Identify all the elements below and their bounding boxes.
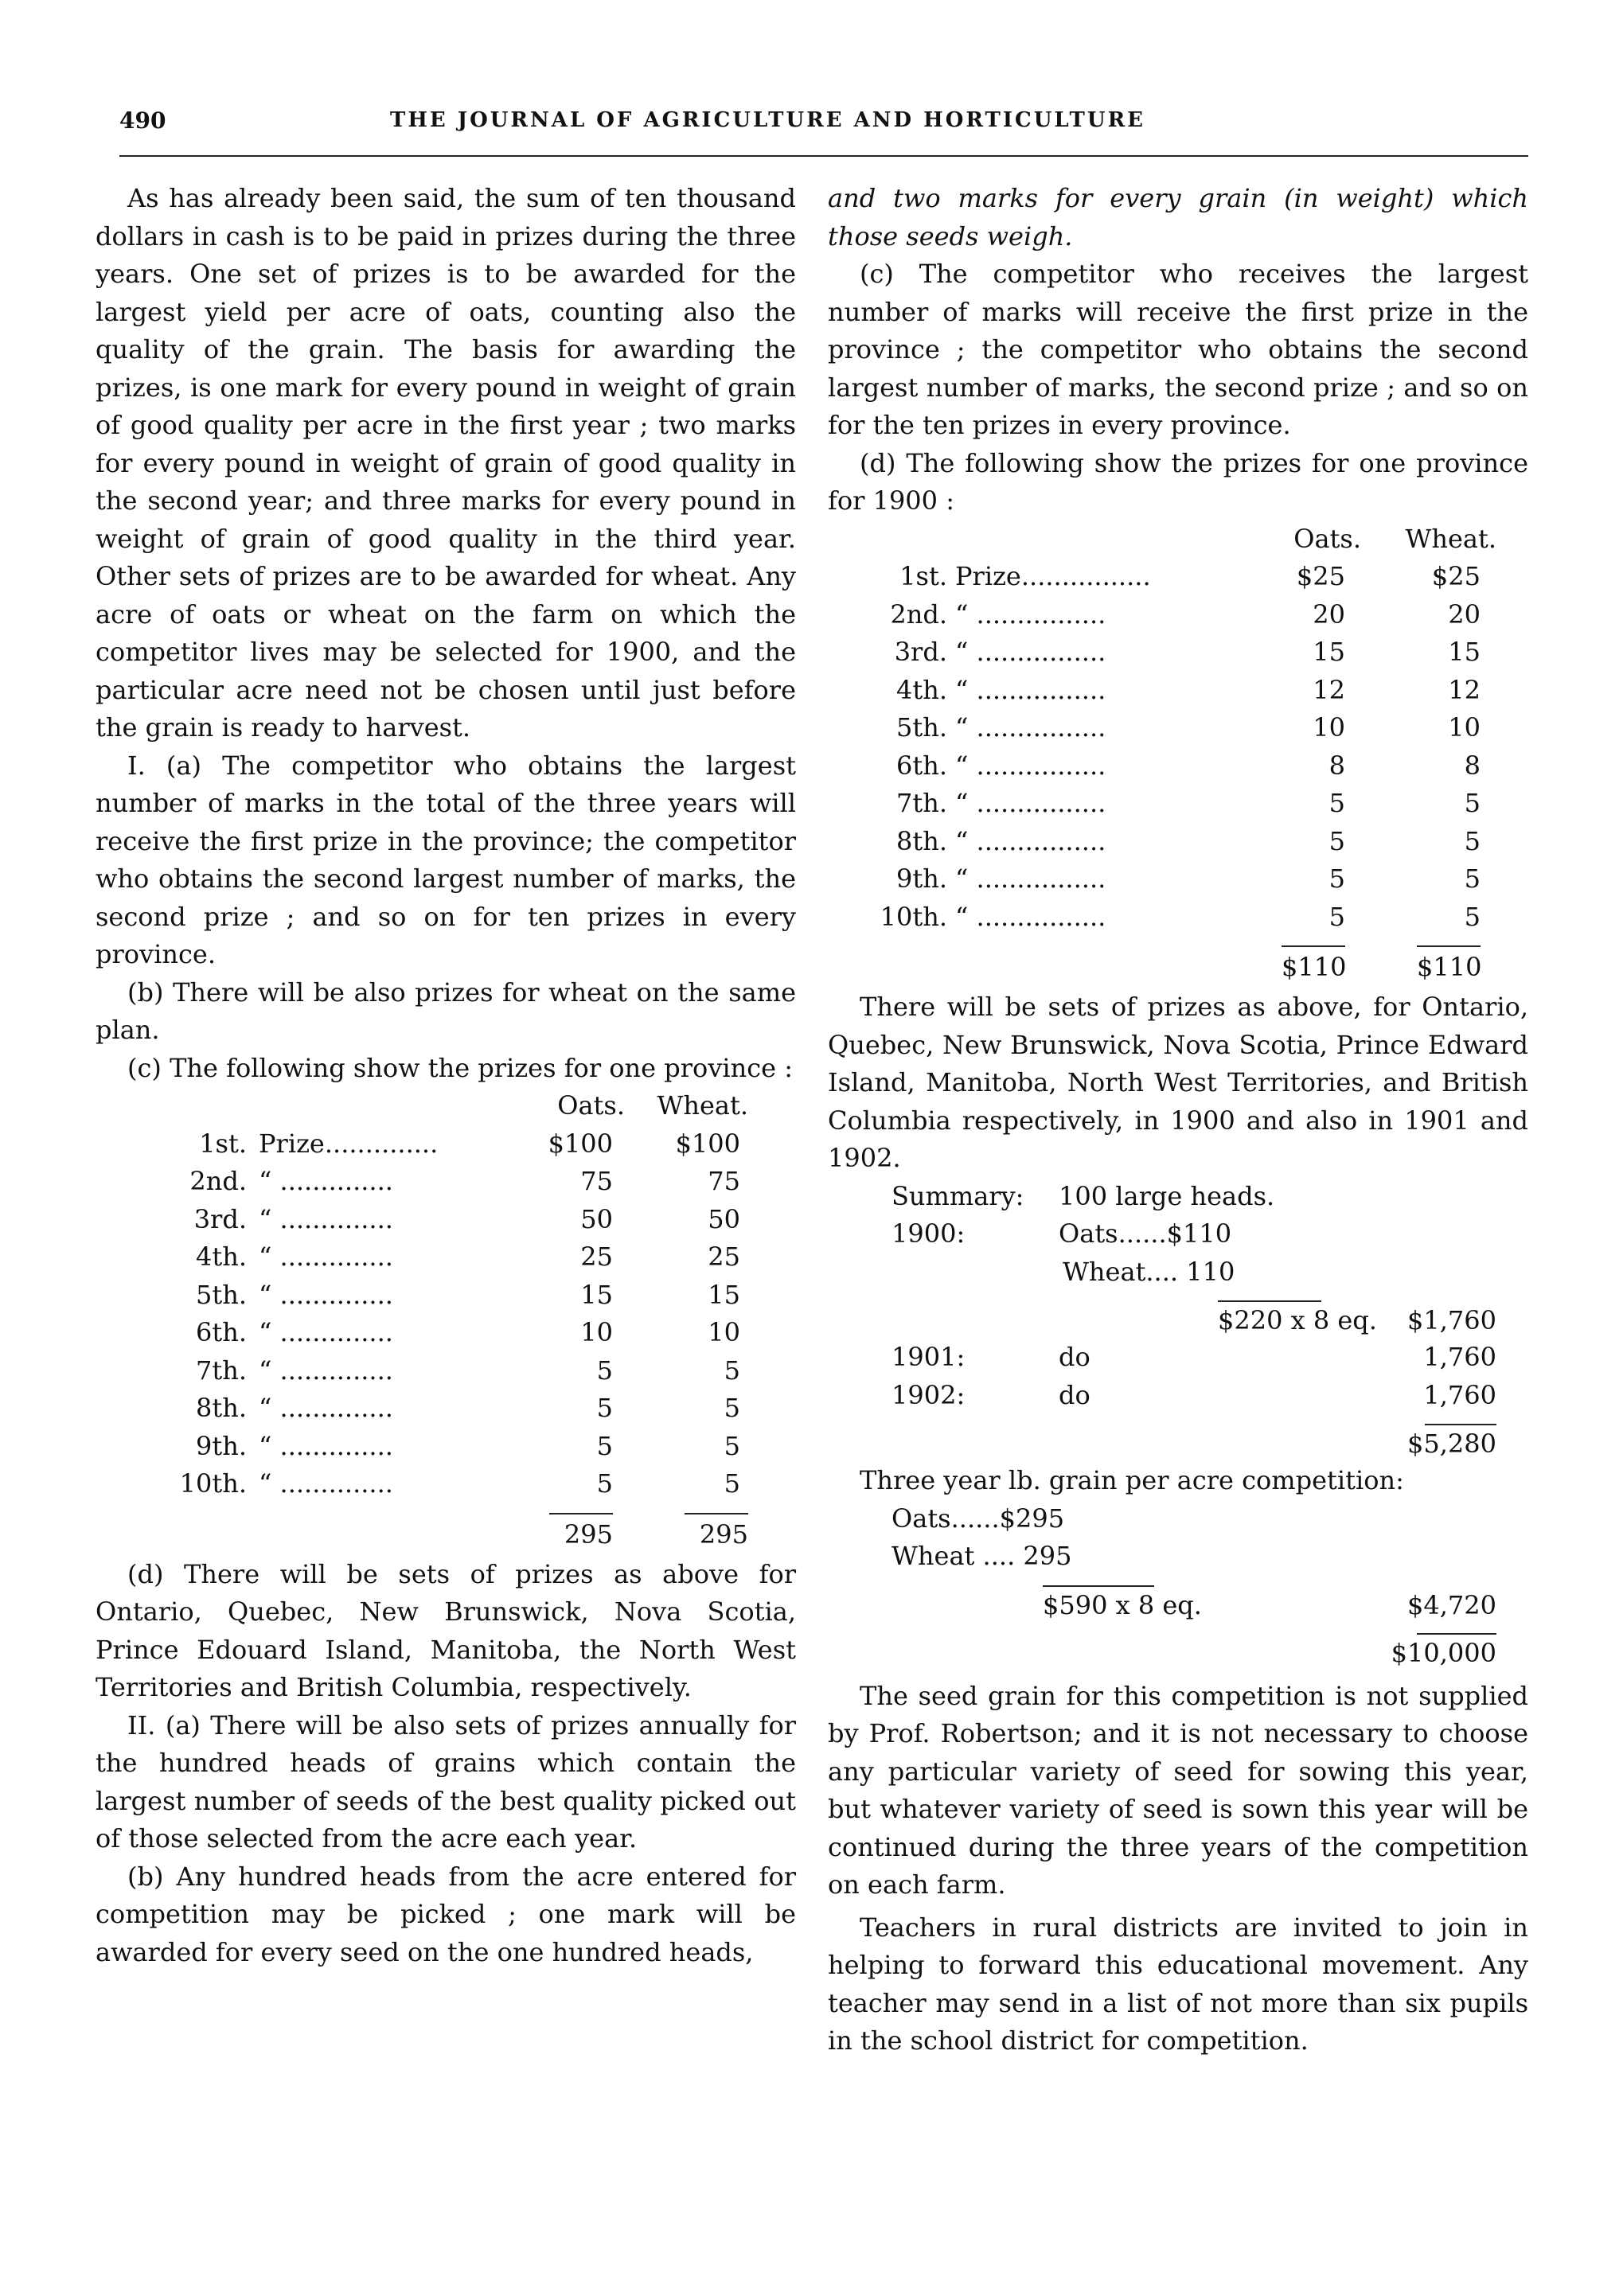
left-paragraph-3: (b) There will be also prizes for wheat on the same plan. [96,976,796,1045]
prize-leader: “ .............. [259,1317,393,1347]
prize-row [828,633,1528,672]
prize-row [96,1277,796,1315]
prize-rank: 9th. [196,1430,247,1461]
summary-row-oats-3y [828,1500,1528,1538]
right-paragraph-2: (c) The competitor who receives the largest number of marks will receive the first prize in the province ; the competitor who obtains the second largest number of marks, the second prize ; and so on for the ten prizes in every province. [828,259,1528,440]
prize-wheat: 10 [1448,712,1481,743]
left-paragraph-5: (d) There will be sets of prizes as above for Ontario, Quebec, New Brunswick, Nova Scotia, Prince Edouard Island, Manitoba, the North West Territories and British Columbia, respectively. [96,1558,796,1702]
table-total-row [828,936,1528,984]
prize-oats: 10 [580,1317,613,1347]
prize-rank: 10th. [179,1468,247,1499]
right-paragraph-1 [828,180,1528,255]
prize-rank: 1st. [199,1128,247,1159]
total-wheat: 295 [685,1513,748,1554]
amount-1900: $1,760 [1407,1305,1496,1335]
left-paragraph-7: (b) Any hundred heads from the acre entered for competition may be picked ; one mark will be awarded for every seed on the one hundred heads, [96,1861,796,1967]
prize-leader: “ .............. [259,1468,393,1499]
prize-leader: Prize................ [955,561,1151,591]
year-1902: 1902: [891,1379,966,1410]
summary-row-subtotal [828,1414,1528,1462]
year-1901: 1901: [891,1342,966,1372]
prize-row [96,1390,796,1428]
prize-oats: 20 [1313,598,1345,630]
prize-rank: 7th. [896,788,947,818]
prize-oats: 25 [580,1242,613,1272]
prize-leader: “ ................ [955,863,1106,894]
prize-row [96,1465,796,1503]
oats-3y: Oats......$295 [891,1503,1065,1534]
prize-row [828,596,1528,634]
summary-row-1901 [828,1339,1528,1377]
prize-wheat: 50 [708,1203,740,1234]
total-oats: 295 [549,1513,613,1554]
prize-row [96,1314,796,1352]
prize-oats: 12 [1313,674,1345,705]
column-header-oats: Oats. [1293,523,1361,554]
summary-row-1900-oats [828,1215,1528,1253]
column-header-oats: Oats. [557,1090,625,1121]
prize-rank: 4th. [196,1242,247,1272]
total-wheat: $110 [1417,945,1481,987]
prize-wheat: $100 [675,1128,740,1159]
prize-row [828,672,1528,710]
prize-leader: “ .............. [259,1242,393,1272]
prize-row [828,860,1528,899]
table-total-row [96,1503,796,1551]
summary-label: Summary: [891,1180,1024,1211]
left-prize-table [96,1087,796,1551]
right-paragraph-5: The seed grain for this competition is not supplied by Prof. Robertson; and it is not necessary to choose any particular variety of seed for sowing this year, but whatever variety of seed is sown this year will be continued during the three years of the competition on each farm. [828,1680,1528,1900]
prize-wheat: 5 [1464,788,1481,818]
left-paragraph-4: (c) The following show the prizes for one province : [127,1052,794,1083]
prize-row [96,1352,796,1390]
prize-row [96,1163,796,1201]
journal-title: THE JOURNAL OF AGRICULTURE AND HORTICULTURE [390,108,1146,132]
prize-row [96,1125,796,1164]
prize-oats: 15 [1313,637,1345,667]
left-paragraph-2: I. (a) The competitor who obtains the largest number of marks in the total of the three years will receive the first prize in the province; the competitor who obtains the second largest number of marks, the second prize ; and so on for ten prizes in every province. [96,750,796,969]
prize-wheat: 20 [1448,598,1481,630]
multiplication-3y: $590 x 8 eq. [1043,1589,1202,1620]
prize-leader: “ .............. [259,1203,393,1234]
ditto-1901: do [1059,1342,1090,1372]
prize-leader: “ ................ [955,712,1106,743]
prize-wheat: 25 [708,1242,740,1272]
prize-oats: 5 [1328,863,1345,894]
year-1900: 1900: [891,1218,966,1249]
oats-line: Oats......$110 [1059,1218,1232,1249]
left-column [96,180,796,1971]
prize-wheat: 5 [724,1468,740,1499]
prize-leader: “ .............. [259,1279,393,1310]
prize-oats: 8 [1328,750,1345,781]
page-header [119,102,1528,140]
prize-row [96,1201,796,1239]
prize-leader: Prize.............. [259,1128,439,1159]
prize-leader: “ .............. [259,1166,393,1196]
wheat-line: Wheat.... 110 [1063,1256,1235,1287]
italic-continuation: and two marks for every grain (in weight) which those seeds weigh. [828,183,1528,251]
prize-wheat: 5 [1464,825,1481,856]
subtotal: $5,280 [1407,1429,1496,1459]
right-paragraph-6: Teachers in rural districts are invited to join in helping to forward this educational movement. Any teacher may send in a list of not more than six pupils in the school district for competition. [828,1912,1528,2056]
prize-oats: 5 [1328,901,1345,932]
prize-rank: 4th. [896,674,947,705]
prize-rank: 6th. [196,1317,247,1347]
prize-row [828,785,1528,823]
prize-leader: “ ................ [955,788,1106,818]
right-column [828,180,1528,2060]
summary-row-wheat-3y [828,1538,1528,1576]
three-year-heading: Three year lb. grain per acre competition: [860,1465,1404,1495]
prize-row [828,747,1528,785]
prize-oats: 75 [580,1166,613,1196]
prize-leader: “ .............. [259,1430,393,1461]
prize-oats: 10 [1313,712,1345,743]
prize-oats: 5 [596,1393,613,1423]
prize-leader: “ ................ [955,598,1106,630]
table-body [828,558,1528,936]
prize-rank: 5th. [196,1279,247,1310]
prize-oats: 5 [596,1430,613,1461]
left-paragraph-1: As has already been said, the sum of ten thousand dollars in cash is to be paid in prizes during the three years. One set of prizes is to be awarded for the largest yield per acre of oats, counting also the quality of the grain. The basis for awarding the prizes, is one mark for every pound in weight of grain of good quality per acre in the first year ; two marks for every pound in weight of grain of good quality in the second year; and three marks for every pound in weight of grain of good quality in the third year. Other sets of prizes are to be awarded for wheat. Any acre of oats or wheat on the farm on which the competitor lives may be selected for 1900, and the particular acre need not be chosen until just before the grain is ready to harvest. [96,183,796,743]
right-paragraph-3: (d) The following show the prizes for one province for 1900 : [828,447,1528,516]
prize-oats: 5 [596,1355,613,1386]
header-rule [119,155,1528,157]
prize-wheat: 5 [724,1430,740,1461]
ditto-1902: do [1059,1379,1090,1410]
prize-wheat: $25 [1431,561,1481,591]
prize-oats: 15 [580,1279,613,1310]
right-prize-table [828,520,1528,984]
prize-leader: “ ................ [955,901,1106,932]
prize-row [828,558,1528,596]
table-header-row [828,520,1528,559]
summary-row-3y-total [828,1576,1528,1624]
prize-rank: 10th. [880,901,947,932]
prize-rank: 5th. [896,712,947,743]
prize-row [96,1428,796,1466]
prize-leader: “ ................ [955,825,1106,856]
amount-3y: $4,720 [1407,1589,1496,1620]
summary-row-1900-wheat [828,1253,1528,1292]
prize-oats: $25 [1296,561,1345,591]
prize-rank: 8th. [196,1393,247,1423]
wheat-3y: Wheat .... 295 [891,1541,1072,1571]
prize-leader: “ ................ [955,750,1106,781]
prize-wheat: 5 [1464,901,1481,932]
prize-leader: “ ................ [955,637,1106,667]
summary-row-1900-total [828,1291,1528,1339]
prize-row [828,823,1528,861]
table-body [96,1125,796,1503]
right-paragraph-4: There will be sets of prizes as above, for Ontario, Quebec, New Brunswick, Nova Scotia, Prince Edward Island, Manitoba, North West Territories, and British Columbia respectively, in 1900 and also in 1901 and 1902. [828,992,1528,1173]
prize-row [828,709,1528,747]
prize-oats: 5 [596,1468,613,1499]
prize-oats: $100 [548,1128,613,1159]
prize-wheat: 5 [724,1355,740,1386]
amount-1901: 1,760 [1423,1342,1496,1372]
summary-row-heads [828,1178,1528,1216]
prize-oats: 5 [1328,788,1345,818]
prize-rank: 7th. [196,1355,247,1386]
grand-total: $10,000 [1391,1637,1496,1668]
prize-row [96,1238,796,1277]
prize-rank: 9th. [896,863,947,894]
column-header-wheat: Wheat. [1405,523,1496,554]
multiplication-line: $220 x 8 eq. [1218,1305,1377,1335]
prize-leader: “ .............. [259,1393,393,1423]
prize-rank: 2nd. [890,598,947,630]
prize-wheat: 15 [708,1279,740,1310]
total-oats: $110 [1282,945,1345,987]
summary-row-1902 [828,1377,1528,1415]
prize-rank: 1st. [899,561,947,591]
prize-leader: “ .............. [259,1355,393,1386]
summary-row-grand-total [828,1624,1528,1673]
prize-rank: 2nd. [189,1166,247,1196]
prize-rank: 8th. [896,825,947,856]
summary-heads: 100 large heads. [1059,1180,1275,1211]
prize-rank: 3rd. [894,637,947,667]
prize-rank: 3rd. [193,1203,247,1234]
prize-wheat: 15 [1448,637,1481,667]
prize-wheat: 10 [708,1317,740,1347]
prize-wheat: 12 [1448,674,1481,705]
prize-oats: 5 [1328,825,1345,856]
prize-leader: “ ................ [955,674,1106,705]
prize-wheat: 8 [1464,750,1481,781]
summary-row-three-year [828,1462,1528,1500]
prize-rank: 6th. [896,750,947,781]
page-number: 490 [119,107,166,134]
amount-1902: 1,760 [1423,1379,1496,1410]
prize-wheat: 75 [708,1166,740,1196]
prize-wheat: 5 [724,1393,740,1423]
left-paragraph-6: II. (a) There will be also sets of prizes annually for the hundred heads of grains which contain the largest number of seeds of the best quality picked out of those selected from the acre each year. [96,1709,796,1854]
summary-block [828,1178,1528,1673]
prize-wheat: 5 [1464,863,1481,894]
prize-oats: 50 [580,1203,613,1234]
column-header-wheat: Wheat. [657,1090,748,1121]
table-header-row [96,1087,796,1125]
prize-row [828,899,1528,937]
